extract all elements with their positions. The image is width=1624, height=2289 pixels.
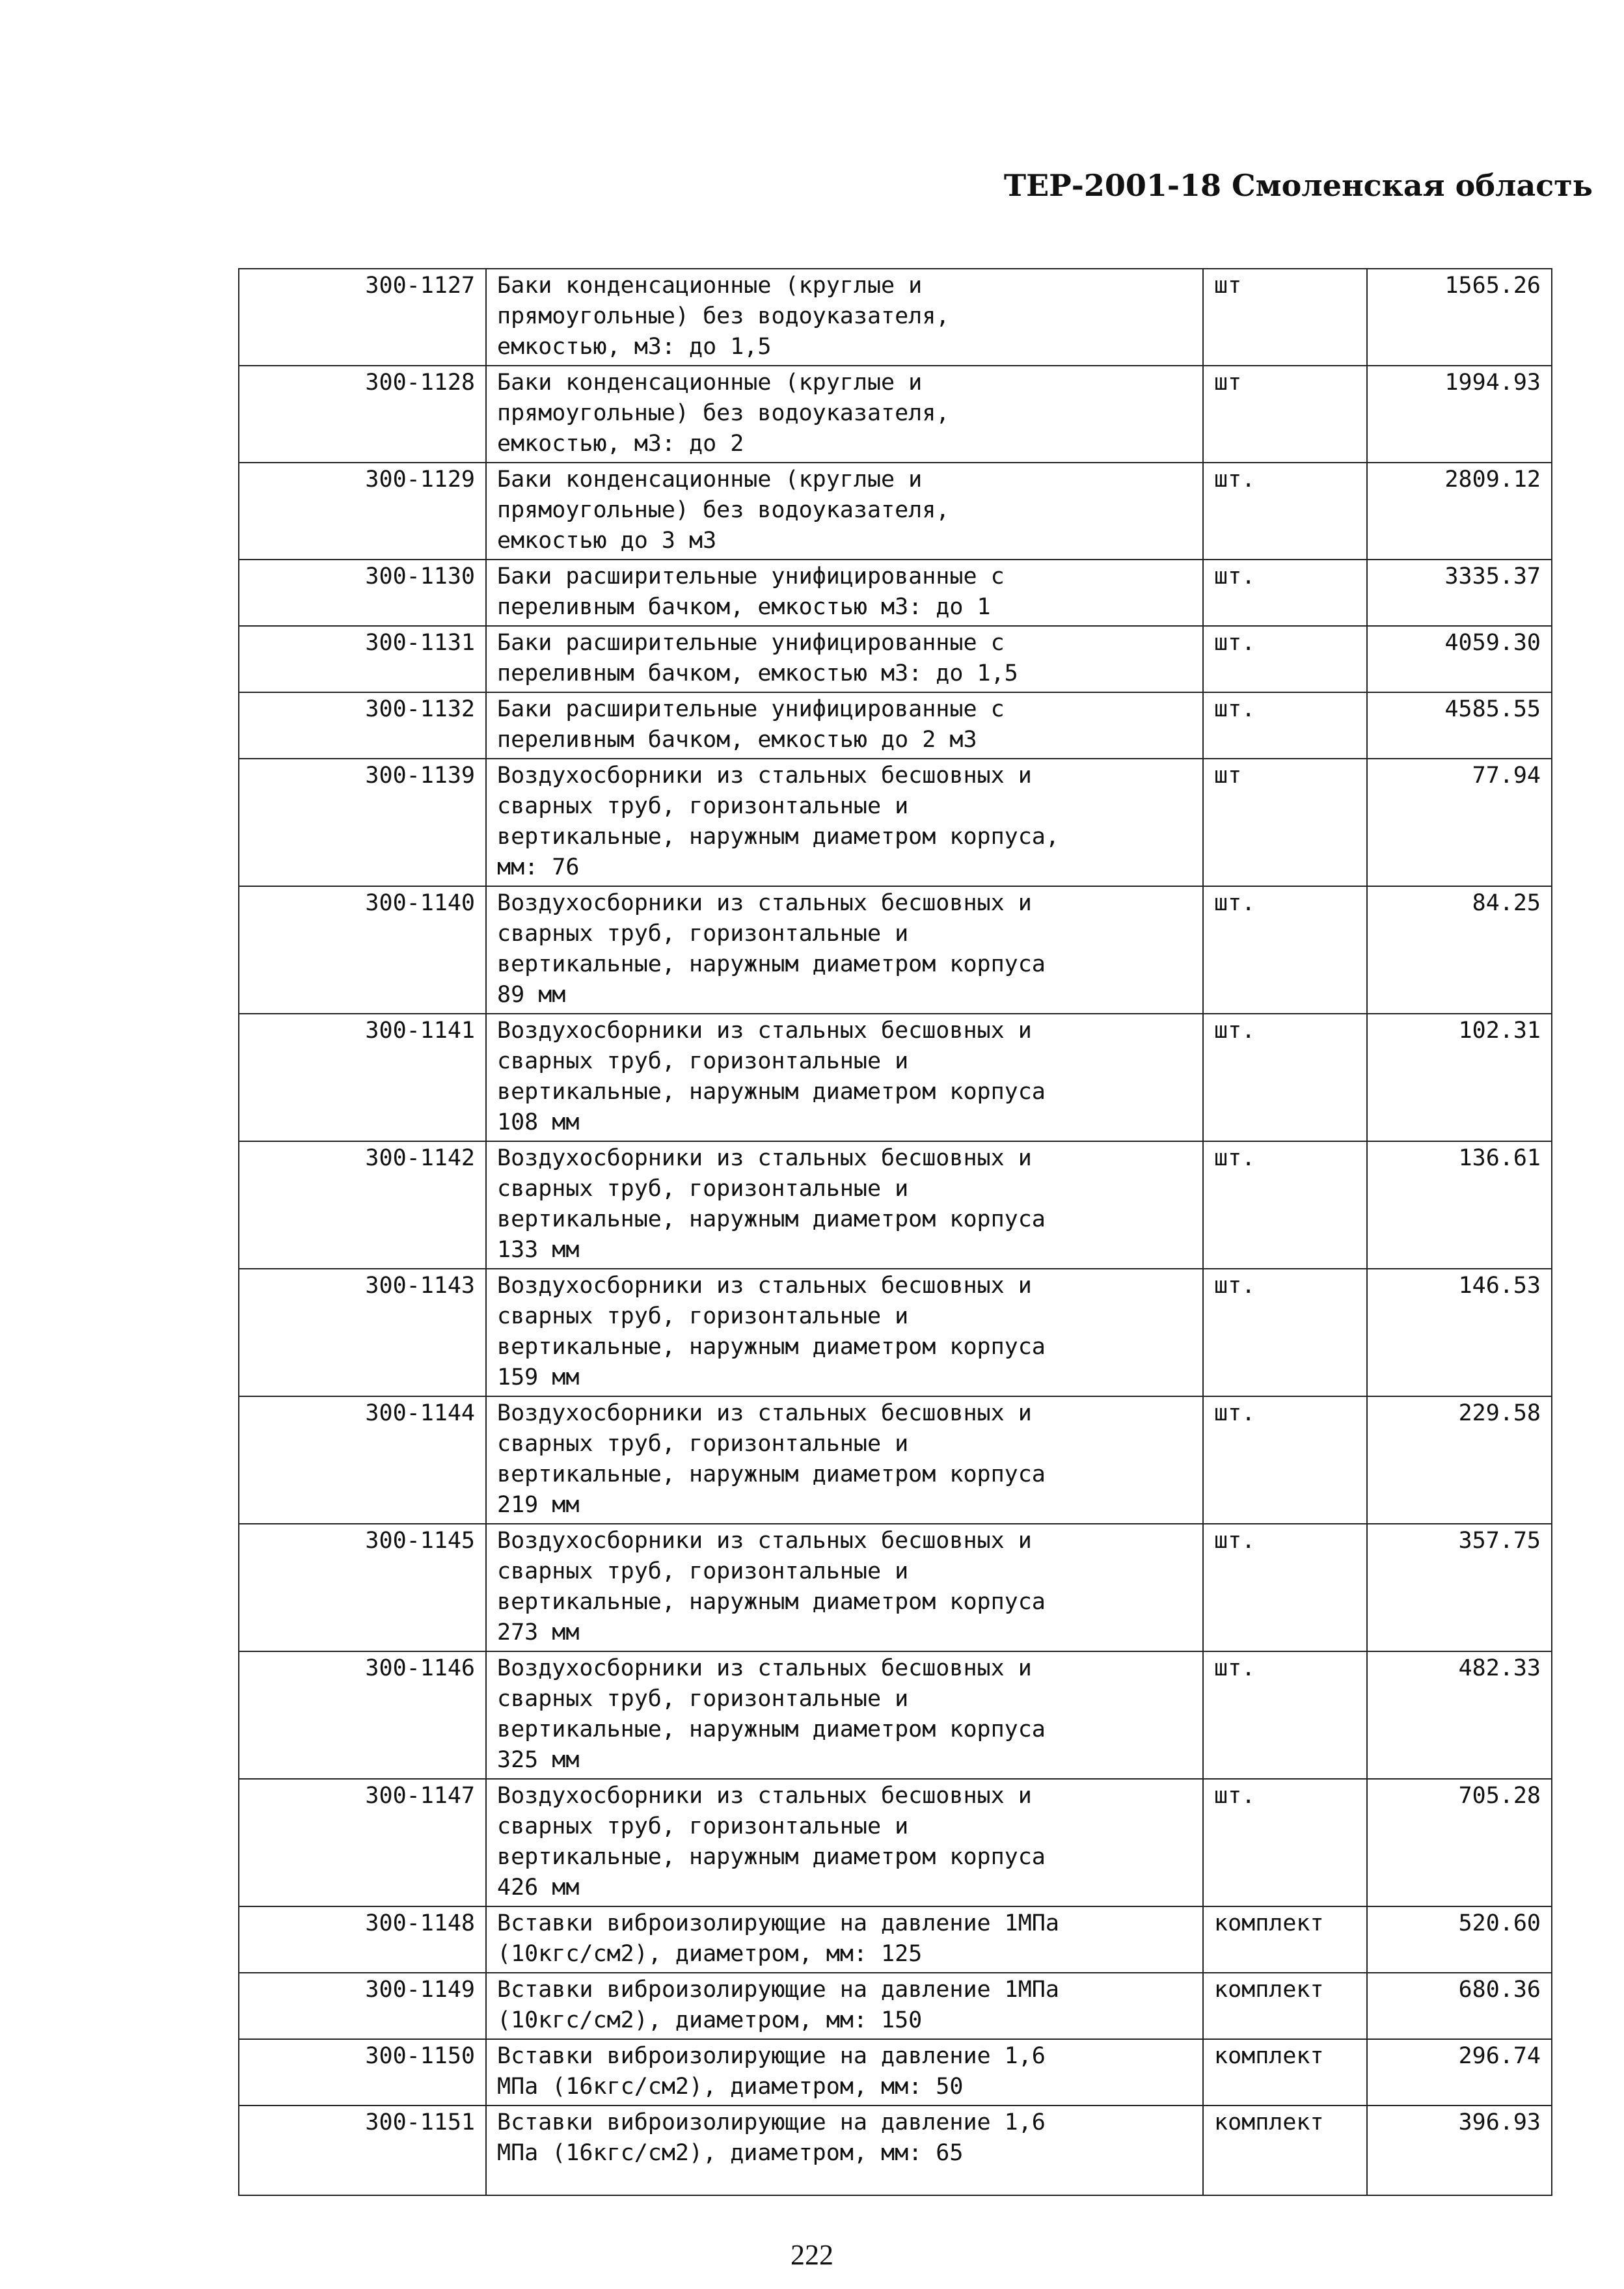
row-code: 300-1131 (239, 626, 486, 692)
row-unit: шт (1203, 366, 1367, 463)
row-code: 300-1151 (239, 2106, 486, 2195)
table-row (239, 1269, 1552, 1396)
table-row (239, 1141, 1552, 1269)
row-description: Воздухосборники из стальных бесшовных и сварных труб, горизонтальные и вертикальные, наружным диаметром корпуса 325 мм (486, 1651, 1203, 1779)
row-description: Воздухосборники из стальных бесшовных и сварных труб, горизонтальные и вертикальные, наружным диаметром корпуса 133 мм (486, 1141, 1203, 1269)
row-description: Воздухосборники из стальных бесшовных и сварных труб, горизонтальные и вертикальные, наружным диаметром корпуса 89 мм (486, 886, 1203, 1014)
row-price: 4585.55 (1367, 692, 1552, 759)
row-description: Баки расширительные унифицированные с переливным бачком, емкостью м3: до 1 (486, 560, 1203, 626)
row-description: Воздухосборники из стальных бесшовных и сварных труб, горизонтальные и вертикальные, наружным диаметром корпуса 426 мм (486, 1779, 1203, 1906)
row-code: 300-1148 (239, 1906, 486, 1973)
row-code: 300-1141 (239, 1014, 486, 1141)
table-row (239, 1014, 1552, 1141)
row-price: 4059.30 (1367, 626, 1552, 692)
table-row (239, 759, 1552, 886)
row-unit: шт. (1203, 560, 1367, 626)
table-row (239, 366, 1552, 463)
row-code: 300-1140 (239, 886, 486, 1014)
row-description: Воздухосборники из стальных бесшовных и сварных труб, горизонтальные и вертикальные, наружным диаметром корпуса 108 мм (486, 1014, 1203, 1141)
row-unit: шт. (1203, 1141, 1367, 1269)
row-price: 357.75 (1367, 1524, 1552, 1651)
row-unit: шт. (1203, 1651, 1367, 1779)
table-row (239, 560, 1552, 626)
row-unit: шт. (1203, 626, 1367, 692)
table-row (239, 1779, 1552, 1906)
row-code: 300-1130 (239, 560, 486, 626)
row-code: 300-1144 (239, 1396, 486, 1524)
row-price: 84.25 (1367, 886, 1552, 1014)
row-unit: комплект (1203, 2039, 1367, 2106)
row-price: 680.36 (1367, 1973, 1552, 2039)
row-price: 705.28 (1367, 1779, 1552, 1906)
row-price: 2809.12 (1367, 463, 1552, 560)
row-code: 300-1146 (239, 1651, 486, 1779)
table-row (239, 2039, 1552, 2106)
row-price: 229.58 (1367, 1396, 1552, 1524)
row-unit: шт (1203, 269, 1367, 366)
row-unit: шт. (1203, 1779, 1367, 1906)
row-unit: шт. (1203, 1014, 1367, 1141)
row-description: Воздухосборники из стальных бесшовных и сварных труб, горизонтальные и вертикальные, наружным диаметром корпуса 273 мм (486, 1524, 1203, 1651)
row-description: Вставки виброизолирующие на давление 1МПа (10кгс/см2), диаметром, мм: 125 (486, 1906, 1203, 1973)
page-number: 222 (791, 2239, 833, 2271)
row-unit: шт. (1203, 1524, 1367, 1651)
row-description: Воздухосборники из стальных бесшовных и сварных труб, горизонтальные и вертикальные, наружным диаметром корпуса 159 мм (486, 1269, 1203, 1396)
table-row (239, 463, 1552, 560)
row-unit: шт. (1203, 1396, 1367, 1524)
row-unit: комплект (1203, 1973, 1367, 2039)
table-body (239, 269, 1552, 2195)
table-row (239, 692, 1552, 759)
row-description: Баки конденсационные (круглые и прямоугольные) без водоуказателя, емкостью до 3 м3 (486, 463, 1203, 560)
row-price: 136.61 (1367, 1141, 1552, 1269)
row-price: 1565.26 (1367, 269, 1552, 366)
row-code: 300-1150 (239, 2039, 486, 2106)
row-code: 300-1139 (239, 759, 486, 886)
table-row (239, 626, 1552, 692)
row-code: 300-1129 (239, 463, 486, 560)
table-row (239, 1906, 1552, 1973)
table-row (239, 886, 1552, 1014)
row-unit: комплект (1203, 1906, 1367, 1973)
table-row (239, 1524, 1552, 1651)
table-row (239, 2106, 1552, 2195)
row-unit: шт. (1203, 463, 1367, 560)
row-code: 300-1127 (239, 269, 486, 366)
table-row (239, 269, 1552, 366)
row-unit: шт. (1203, 886, 1367, 1014)
row-price: 1994.93 (1367, 366, 1552, 463)
row-unit: шт. (1203, 692, 1367, 759)
row-code: 300-1132 (239, 692, 486, 759)
row-unit: шт (1203, 759, 1367, 886)
row-description: Баки расширительные унифицированные с переливным бачком, емкостью до 2 м3 (486, 692, 1203, 759)
row-description: Баки конденсационные (круглые и прямоугольные) без водоуказателя, емкостью, м3: до 2 (486, 366, 1203, 463)
row-description: Воздухосборники из стальных бесшовных и сварных труб, горизонтальные и вертикальные, наружным диаметром корпуса, мм: 76 (486, 759, 1203, 886)
row-code: 300-1147 (239, 1779, 486, 1906)
row-code: 300-1149 (239, 1973, 486, 2039)
row-price: 482.33 (1367, 1651, 1552, 1779)
row-code: 300-1145 (239, 1524, 486, 1651)
row-unit: комплект (1203, 2106, 1367, 2195)
row-price: 3335.37 (1367, 560, 1552, 626)
row-price: 146.53 (1367, 1269, 1552, 1396)
row-price: 520.60 (1367, 1906, 1552, 1973)
row-description: Воздухосборники из стальных бесшовных и сварных труб, горизонтальные и вертикальные, наружным диаметром корпуса 219 мм (486, 1396, 1203, 1524)
row-unit: шт. (1203, 1269, 1367, 1396)
row-description: Вставки виброизолирующие на давление 1,6 МПа (16кгс/см2), диаметром, мм: 50 (486, 2039, 1203, 2106)
row-price: 296.74 (1367, 2039, 1552, 2106)
page-title: ТЕР-2001-18 Смоленская область (1003, 168, 1593, 203)
price-table (238, 268, 1552, 2196)
row-code: 300-1128 (239, 366, 486, 463)
row-code: 300-1143 (239, 1269, 486, 1396)
row-price: 77.94 (1367, 759, 1552, 886)
row-description: Баки расширительные унифицированные с переливным бачком, емкостью м3: до 1,5 (486, 626, 1203, 692)
table-row (239, 1651, 1552, 1779)
row-code: 300-1142 (239, 1141, 486, 1269)
row-price: 102.31 (1367, 1014, 1552, 1141)
row-price: 396.93 (1367, 2106, 1552, 2195)
row-description: Вставки виброизолирующие на давление 1МПа (10кгс/см2), диаметром, мм: 150 (486, 1973, 1203, 2039)
row-description: Баки конденсационные (круглые и прямоугольные) без водоуказателя, емкостью, м3: до 1,5 (486, 269, 1203, 366)
table-row (239, 1973, 1552, 2039)
table-row (239, 1396, 1552, 1524)
row-description: Вставки виброизолирующие на давление 1,6 МПа (16кгс/см2), диаметром, мм: 65 (486, 2106, 1203, 2195)
